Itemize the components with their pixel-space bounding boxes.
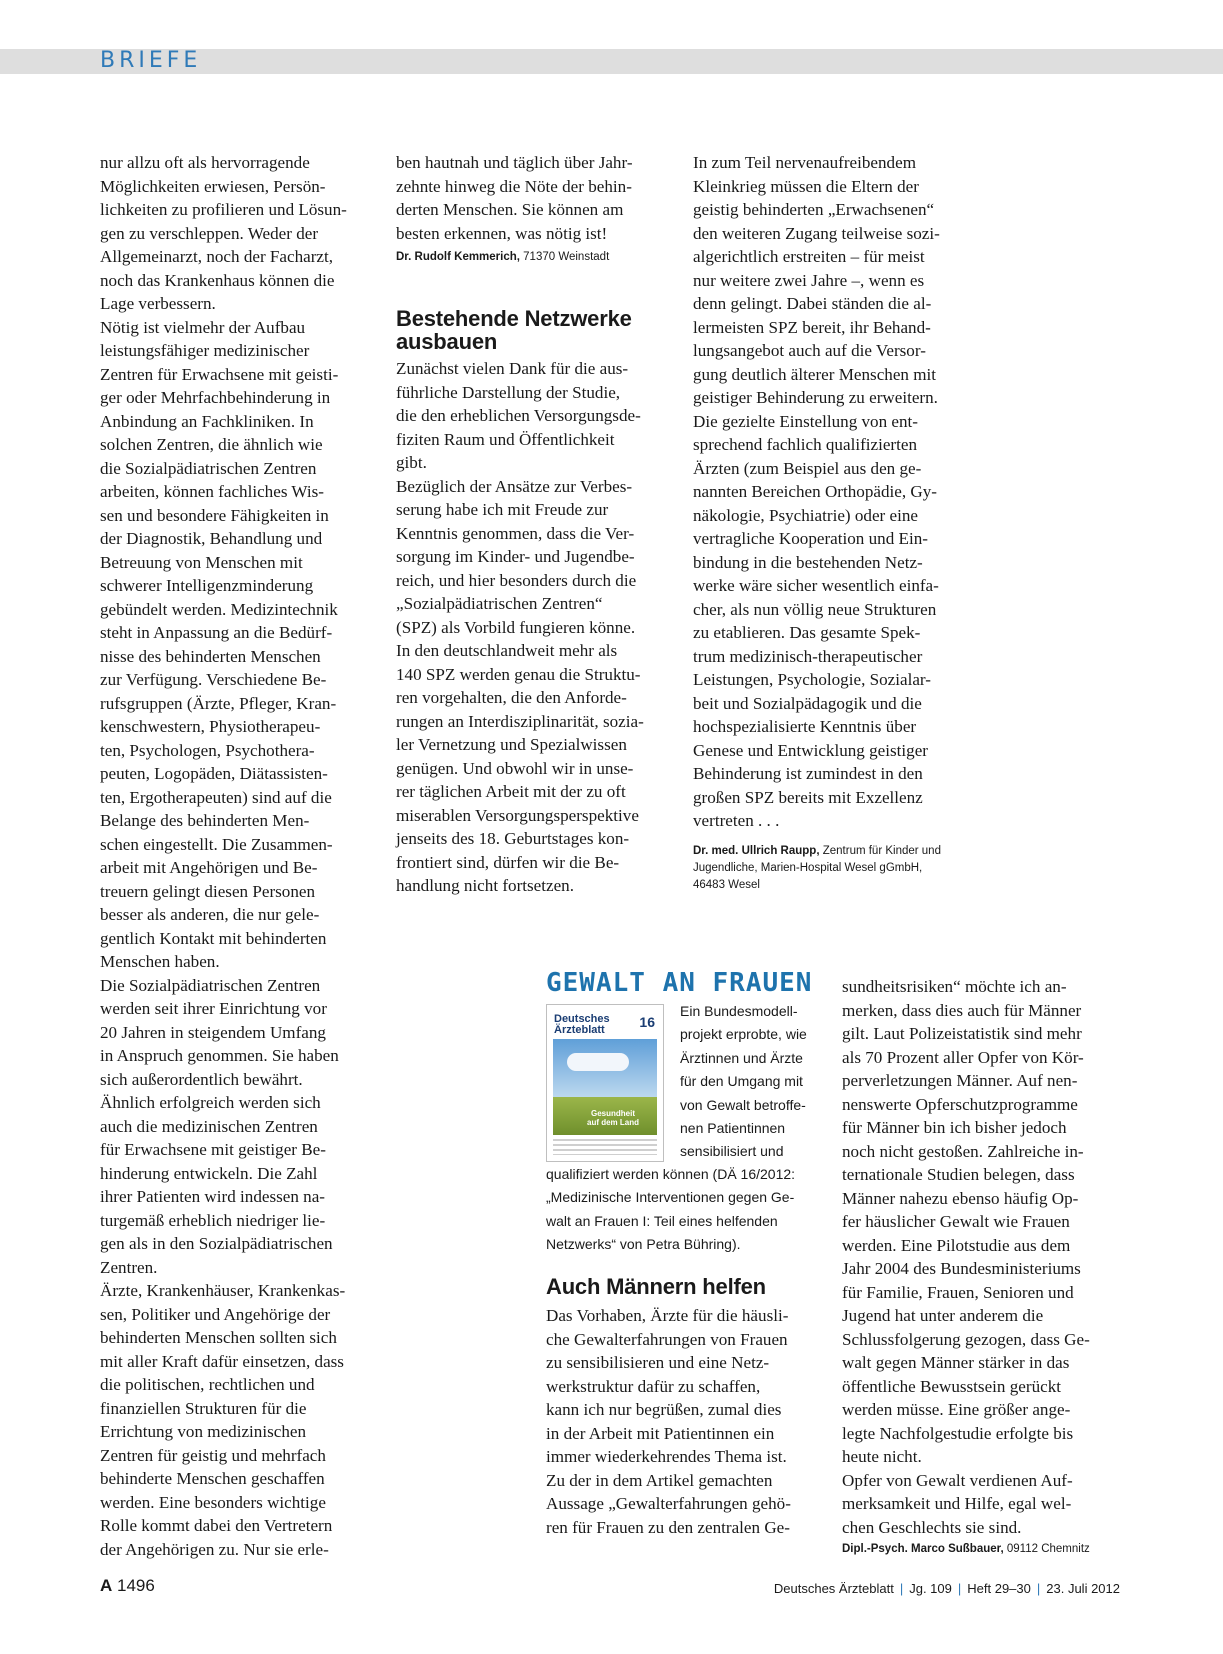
text-line: handlung nicht fortsetzen. (396, 876, 575, 895)
signature-name: Dr. med. Ullrich Raupp, (693, 844, 820, 857)
text-line: lermeisten SPZ bereit, ihr Behand- (693, 317, 931, 337)
signature-kemmerich (396, 249, 673, 266)
text-line: legte Nachfolgestudie erfolgte bis (842, 1423, 1074, 1443)
text-line: 20 Jahren in steigendem Umfang (100, 1022, 326, 1042)
text-line: kenschwestern, Physiotherapeu- (100, 717, 321, 736)
text-line: Belange des behinderten Men- (100, 811, 310, 830)
text-line: rungen an Interdisziplinarität, sozia- (396, 711, 644, 731)
text-line: der Diagnostik, Behandlung und (100, 529, 323, 548)
column-2 (396, 151, 673, 898)
text-line: algerichtlich erstreiten – für meist (693, 247, 925, 266)
text-line: bindung in die bestehenden Netz- (693, 552, 923, 572)
text-line: In den deutschlandweit mehr als (396, 641, 618, 660)
signature-place: 71370 Weinstadt (519, 251, 610, 263)
text-line: Bestehende Netzwerke (396, 306, 632, 331)
text-line: gebündelt werden. Medizintechnik (100, 599, 338, 619)
signature-place: 09112 Chemnitz (1003, 1543, 1090, 1555)
letter-1-ending (396, 151, 673, 245)
text-line: che Gewalterfahrungen von Frauen (546, 1329, 788, 1349)
column-3 (693, 151, 976, 894)
text-line: Netzwerks“ von Petra Bühring). (546, 1236, 741, 1253)
text-line: Rolle kommt dabei den Vertretern (100, 1516, 333, 1535)
text-line: Ärzte, Krankenhäuser, Krankenkas- (100, 1281, 346, 1300)
text-line: turgemäß erheblich niedriger lie- (100, 1210, 326, 1230)
text-line: finanziellen Strukturen für die (100, 1398, 307, 1418)
journal-name: Deutsches Ärzteblatt (773, 1581, 894, 1596)
text-line: arbeit mit Angehörigen und Be- (100, 858, 318, 877)
text-line: genügen. Und obwohl wir in unse- (396, 758, 634, 778)
text-line: miserablen Versorgungsperspektive (396, 805, 639, 825)
text-line: rer täglichen Arbeit mit der zu oft (396, 782, 626, 801)
text-line: Möglichkeiten erwiesen, Persön- (100, 176, 326, 196)
signature-line: Zentrum für Kinder und (819, 844, 941, 857)
journal-date: 23. Juli 2012 (1046, 1581, 1120, 1596)
text-line: heute nicht. (842, 1447, 922, 1466)
text-line: Opfer von Gewalt verdienen Auf- (842, 1470, 1073, 1490)
text-line: (SPZ) als Vorbild fungieren könne. (396, 617, 636, 637)
text-line: serung habe ich mit Freude zur (396, 500, 609, 519)
text-line: ben hautnah und täglich über Jahr- (396, 153, 633, 172)
text-line: jenseits des 18. Geburtstages kon- (396, 829, 630, 848)
text-line: ausbauen (396, 329, 498, 354)
text-line: noch nicht gestoßen. Zahlreiche in- (842, 1141, 1084, 1161)
text-line: der Angehörigen zu. Nur sie erle- (100, 1539, 329, 1559)
text-line: gilt. Laut Polizeistatistik sind mehr (842, 1024, 1082, 1043)
text-line: Zentren für Erwachsene mit geisti- (100, 364, 339, 384)
text-line: nenswerte Opferschutzprogramme (842, 1094, 1078, 1114)
text-line: steht in Anpassung an die Bedürf- (100, 623, 333, 642)
text-line: die Sozialpädiatrischen Zentren (100, 458, 317, 478)
text-line: Anbindung an Fachkliniken. In (100, 411, 314, 431)
text-line: Die Sozialpädiatrischen Zentren (100, 975, 321, 995)
text-line: für Familie, Frauen, Senioren und (842, 1282, 1074, 1302)
text-line: peuten, Logopäden, Diätassisten- (100, 764, 328, 783)
text-line: sundheitsrisiken“ möchte ich an- (842, 977, 1067, 996)
journal-footer: Deutsches Ärzteblatt | Jg. 109 | Heft 29–30 | 23. Juli 2012 (773, 1581, 1120, 1596)
text-line: besser als anderen, die nur gele- (100, 905, 320, 924)
text-line: Zu der in dem Artikel gemachten (546, 1470, 773, 1490)
text-line: lungsangebot auch auf die Versor- (693, 341, 926, 360)
column-4 (546, 1275, 822, 1539)
text-line: projekt erprobte, wie (680, 1026, 807, 1043)
box-title: GEWALT AN FRAUEN (546, 968, 813, 998)
text-line: walt an Frauen I: Teil eines helfenden (546, 1212, 778, 1229)
text-line: Jahr 2004 des Bundesministeriums (842, 1259, 1081, 1278)
cover-logo: Deutsches Ärzteblatt (554, 1013, 610, 1036)
text-line: Zunächst vielen Dank für die aus- (396, 359, 629, 378)
text-line: ger oder Mehrfachbehinderung in (100, 388, 331, 407)
column-1-text (100, 151, 382, 1561)
text-line: sorgung im Kinder- und Jugendbe- (396, 547, 635, 566)
text-line: ten, Psychologen, Psychothera- (100, 740, 315, 760)
text-line: ternationale Studien belegen, dass (842, 1165, 1075, 1184)
text-line: Zentren. (100, 1257, 158, 1277)
text-line: in Anspruch genommen. Sie haben (100, 1046, 339, 1065)
text-line: walt gegen Männer stärker in das (842, 1353, 1070, 1372)
text-line: Betreuung von Menschen mit (100, 552, 303, 572)
text-line: denn gelingt. Dabei ständen die al- (693, 294, 932, 313)
signature-line: 46483 Wesel (693, 878, 760, 891)
text-line: vertreten . . . (693, 811, 780, 830)
text-line: Kenntnis genommen, dass die Ver- (396, 523, 635, 543)
text-line: Jugend hat unter anderem die (842, 1306, 1044, 1325)
text-line: sprechend fachlich qualifizierten (693, 435, 918, 454)
text-line: Behinderung ist zumindest in den (693, 764, 923, 783)
text-line: ren vorgehalten, die den Anforde- (396, 688, 627, 707)
text-line: In zum Teil nervenaufreibendem (693, 153, 916, 172)
text-line: nur allzu oft als hervorragende (100, 153, 310, 172)
text-line: zu etablieren. Das gesamte Spek- (693, 623, 921, 642)
signature-raupp (693, 843, 976, 894)
text-line: perverletzungen Männer. Auf nen- (842, 1071, 1078, 1090)
text-line: von Gewalt betroffe- (680, 1096, 806, 1113)
text-line: Zentren für geistig und mehrfach (100, 1445, 326, 1465)
text-line: für den Umgang mit (680, 1073, 803, 1090)
text-line: cher, als nun völlig neue Strukturen (693, 599, 937, 619)
page-number: A 1496 (100, 1576, 155, 1595)
text-line: werden müsse. Eine größer ange- (842, 1400, 1071, 1419)
column-1 (100, 151, 382, 1561)
text-line: sen und besondere Fähigkeiten in (100, 505, 329, 525)
text-line: in der Arbeit mit Patientinnen ein (546, 1423, 775, 1443)
text-line: merken, dass dies auch für Männer (842, 1000, 1082, 1020)
text-line: gentlich Kontakt mit behinderten (100, 928, 327, 948)
text-line: fiziten Raum und Öffentlichkeit (396, 429, 615, 449)
heading-bestehende-netzwerke (396, 307, 673, 353)
text-line: kann ich nur begrüßen, zumal dies (546, 1400, 782, 1419)
text-line: Errichtung von medizinischen (100, 1422, 307, 1441)
text-line: vertragliche Kooperation und Ein- (693, 529, 928, 548)
signature-sussbauer (842, 1541, 1125, 1558)
text-line: trum medizinisch-therapeutischer (693, 646, 923, 666)
text-line: gibt. (396, 453, 427, 472)
text-line: für Erwachsene mit geistiger Be- (100, 1140, 326, 1159)
text-line: Nötig ist vielmehr der Aufbau (100, 317, 306, 337)
text-line: „Sozialpädiatrischen Zentren“ (396, 594, 603, 613)
text-line: solchen Zentren, die ähnlich wie (100, 435, 323, 454)
text-line: näkologie, Psychiatrie) oder eine (693, 505, 918, 525)
text-line: Ärztinnen und Ärzte (680, 1049, 803, 1066)
text-line: gung deutlich älterer Menschen mit (693, 364, 937, 384)
text-line: für Männer bin ich bisher jedoch (842, 1118, 1067, 1137)
text-line: den weiteren Zugang teilweise sozi- (693, 223, 940, 243)
cover-issue-number: 16 (639, 1014, 655, 1030)
text-line: ler Vernetzung und Spezialwissen (396, 735, 627, 754)
text-line: werden. Eine besonders wichtige (100, 1492, 326, 1512)
text-line: zehnte hinweg die Nöte der behin- (396, 176, 632, 196)
section-label: BRIEFE (100, 48, 202, 73)
text-line: öffentliche Bewusstsein gerückt (842, 1376, 1061, 1396)
text-line: chen Geschlechts sie sind. (842, 1517, 1022, 1537)
letter-3-body (546, 1304, 822, 1539)
text-line: werkstruktur dafür zu schaffen, (546, 1376, 761, 1396)
text-line: werden seit ihrer Einrichtung vor (100, 999, 327, 1018)
text-line: ren für Frauen zu den zentralen Ge- (546, 1517, 790, 1537)
text-line: „Medizinische Interventionen gegen Ge- (546, 1189, 795, 1206)
text-line: Lage verbessern. (100, 294, 216, 313)
text-line: großen SPZ bereits mit Exzellenz (693, 787, 923, 807)
text-line: sensibilisiert und (680, 1143, 784, 1160)
text-line: leistungsfähiger medizinischer (100, 341, 310, 360)
text-line: die den erheblichen Versorgungsde- (396, 406, 641, 425)
text-line: schen eingestellt. Die Zusammen- (100, 834, 333, 854)
box-teaser-bottom (546, 1163, 824, 1257)
letter-2-body (396, 357, 673, 898)
text-line: die politischen, rechtlichen und (100, 1375, 315, 1394)
text-line: behinderte Menschen geschaffen (100, 1469, 325, 1488)
text-line: Schlussfolgerung gezogen, dass Ge- (842, 1329, 1090, 1349)
text-line: beit und Sozialpädagogik und die (693, 693, 922, 713)
text-line: frontiert sind, dürfen wir die Be- (396, 852, 620, 872)
text-line: geistig behinderten „Erwachsenen“ (693, 200, 935, 219)
cover-cloud (567, 1053, 629, 1071)
heading-auch-maennern-helfen: Auch Männern helfen (546, 1274, 766, 1299)
text-line: treuern gelingt diesen Personen (100, 881, 316, 901)
cover-footer-text (553, 1139, 657, 1155)
text-line: auch die medizinischen Zentren (100, 1116, 318, 1136)
column-5 (842, 975, 1125, 1558)
signature-name: Dipl.-Psych. Marco Sußbauer, (842, 1543, 1004, 1555)
text-line: zur Verfügung. Verschiedene Be- (100, 670, 327, 689)
box-teaser-side (680, 1000, 825, 1164)
journal-issue: Heft 29–30 (967, 1581, 1031, 1596)
text-line: sich außerordentlich bewährt. (100, 1069, 303, 1089)
text-line: behinderten Menschen sollten sich (100, 1328, 337, 1347)
text-line: als 70 Prozent aller Opfer von Kör- (842, 1047, 1084, 1067)
text-line: Menschen haben. (100, 952, 220, 971)
text-line: Aussage „Gewalterfahrungen gehö- (546, 1494, 791, 1513)
text-line: ten, Ergotherapeuten) sind auf die (100, 787, 332, 807)
text-line: zu sensibilisieren und eine Netz- (546, 1353, 770, 1372)
text-line: Das Vorhaben, Ärzte für die häusli- (546, 1306, 789, 1325)
letter-2-continued (693, 151, 976, 833)
letter-3-continued (842, 975, 1125, 1539)
text-line: derten Menschen. Sie können am (396, 200, 624, 219)
text-line: Leistungen, Psychologie, Sozialar- (693, 670, 931, 689)
text-line: reich, und hier besonders durch die (396, 570, 637, 590)
text-line: Männer nahezu ebenso häufig Op- (842, 1188, 1079, 1208)
text-line: werke wäre sicher wesentlich einfa- (693, 576, 939, 595)
text-line: nannten Bereichen Orthopädie, Gy- (693, 482, 937, 501)
text-line: hochspezialisierte Kenntnis über (693, 717, 917, 736)
text-line: fer häuslicher Gewalt wie Frauen (842, 1212, 1070, 1231)
signature-line: Jugendliche, Marien-Hospital Wesel gGmbH, (693, 861, 923, 874)
signature-name: Dr. Rudolf Kemmerich, (396, 251, 520, 263)
text-line: Ein Bundesmodell- (680, 1003, 798, 1019)
text-line: Allgemeinarzt, noch der Facharzt, (100, 247, 334, 266)
text-line: nur weitere zwei Jahre –, wenn es (693, 270, 925, 290)
text-line: sen, Politiker und Angehörige der (100, 1304, 331, 1324)
text-line: nisse des behinderten Menschen (100, 646, 321, 666)
text-line: noch das Krankenhaus können die (100, 270, 335, 290)
text-line: immer wiederkehrendes Thema ist. (546, 1447, 787, 1466)
magazine-cover-image (546, 1004, 664, 1162)
text-line: gen als in den Sozialpädiatrischen (100, 1234, 333, 1253)
text-line: schwerer Intelligenzminderung (100, 576, 314, 595)
text-line: mit aller Kraft dafür einsetzen, dass (100, 1351, 344, 1371)
cover-caption: Gesundheit auf dem Land (587, 1109, 640, 1127)
text-line: Bezüglich der Ansätze zur Verbes- (396, 476, 633, 496)
text-line: hinderung entwickeln. Die Zahl (100, 1163, 318, 1183)
text-line: Genese und Entwicklung geistiger (693, 740, 928, 760)
text-line: ihrer Patienten wird indessen na- (100, 1187, 325, 1206)
text-line: lichkeiten zu profilieren und Lösun- (100, 200, 347, 219)
text-line: besten erkennen, was nötig ist! (396, 223, 608, 243)
text-line: nen Patientinnen (680, 1120, 786, 1137)
text-line: Die gezielte Einstellung von ent- (693, 411, 918, 431)
text-line: Ärzten (zum Beispiel aus den ge- (693, 458, 922, 478)
text-line: rufsgruppen (Ärzte, Pfleger, Kran- (100, 693, 337, 713)
text-line: merksamkeit und Hilfe, egal wel- (842, 1494, 1072, 1513)
text-line: 140 SPZ werden genau die Struktu- (396, 664, 641, 684)
text-line: gen zu verschleppen. Weder der (100, 223, 319, 243)
text-line: Kleinkrieg müssen die Eltern der (693, 176, 919, 196)
text-line: arbeiten, können fachliches Wis- (100, 482, 324, 501)
text-line: geistiger Behinderung zu erweitern. (693, 388, 938, 407)
text-line: werden. Eine Pilotstudie aus dem (842, 1235, 1071, 1255)
journal-volume: Jg. 109 (909, 1581, 952, 1596)
text-line: führliche Darstellung der Studie, (396, 382, 621, 402)
text-line: Ähnlich erfolgreich werden sich (100, 1093, 321, 1112)
text-line: qualifiziert werden können (DÄ 16/2012: (546, 1166, 796, 1182)
